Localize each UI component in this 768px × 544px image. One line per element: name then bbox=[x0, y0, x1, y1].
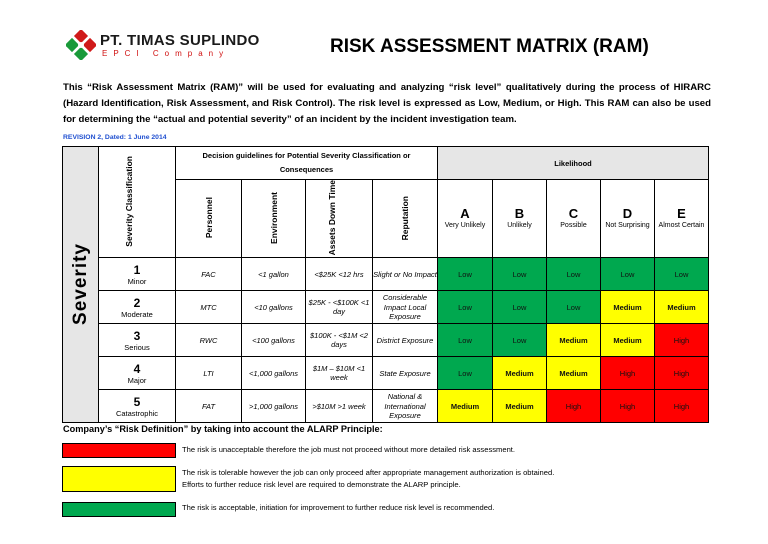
assets-value: $25K - <$100K <1 day bbox=[306, 291, 373, 324]
risk-cell: Low bbox=[601, 258, 655, 291]
likelihood-c: C Possible bbox=[547, 180, 601, 258]
environment-value: <10 gallons bbox=[242, 291, 306, 324]
page-title: RISK ASSESSMENT MATRIX (RAM) bbox=[330, 36, 649, 57]
medium-risk-definition: The risk is tolerable however the job can only proceed after appropriate management authorization is obtained. bbox=[182, 468, 555, 477]
assets-value: >$10M >1 week bbox=[306, 390, 373, 423]
personnel-value: LTI bbox=[176, 357, 242, 390]
low-risk-definition: The risk is acceptable, initiation for improvement to further reduce risk level is recommended. bbox=[182, 503, 495, 512]
risk-cell: High bbox=[655, 390, 709, 423]
environment-value: <1 gallon bbox=[242, 258, 306, 291]
risk-cell: Low bbox=[438, 291, 493, 324]
medium-risk-swatch bbox=[62, 466, 176, 492]
reputation-value: National & International Exposure bbox=[373, 390, 438, 423]
risk-cell: High bbox=[601, 390, 655, 423]
risk-cell: High bbox=[547, 390, 601, 423]
severity-level: 3 Serious bbox=[99, 324, 176, 357]
risk-cell: Medium bbox=[493, 357, 547, 390]
risk-cell: Medium bbox=[655, 291, 709, 324]
risk-cell: Low bbox=[547, 291, 601, 324]
risk-cell: Medium bbox=[493, 390, 547, 423]
likelihood-e: E Almost Certain bbox=[655, 180, 709, 258]
reputation-value: State Exposure bbox=[373, 357, 438, 390]
severity-level: 1 Minor bbox=[99, 258, 176, 291]
risk-definition-title: Company’s “Risk Definition” by taking into account the ALARP Principle: bbox=[63, 424, 383, 434]
assets-value: $1M – $10M <1 week bbox=[306, 357, 373, 390]
table-row bbox=[63, 390, 709, 423]
column-assets-down-time: Assets Down Time bbox=[306, 180, 373, 258]
risk-matrix-table bbox=[62, 146, 709, 423]
company-logo bbox=[66, 30, 96, 60]
table-row bbox=[63, 291, 709, 324]
revision-note: REVISION 2, Dated: 1 June 2014 bbox=[63, 134, 167, 141]
personnel-value: FAT bbox=[176, 390, 242, 423]
assets-value: <$25K <12 hrs bbox=[306, 258, 373, 291]
table-row bbox=[63, 357, 709, 390]
severity-level: 4 Major bbox=[99, 357, 176, 390]
likelihood-header: Likelihood bbox=[438, 147, 709, 180]
risk-cell: Low bbox=[493, 291, 547, 324]
column-personnel: Personnel bbox=[176, 180, 242, 258]
risk-cell: Medium bbox=[547, 357, 601, 390]
risk-cell: Low bbox=[438, 357, 493, 390]
severity-level: 5 Catastrophic bbox=[99, 390, 176, 423]
reputation-value: District Exposure bbox=[373, 324, 438, 357]
decision-guidelines-header: Decision guidelines for Potential Severity Classification or Consequences bbox=[176, 147, 438, 180]
personnel-value: RWC bbox=[176, 324, 242, 357]
company-tagline: EPCI Company bbox=[102, 49, 230, 58]
risk-cell: High bbox=[601, 357, 655, 390]
risk-cell: Low bbox=[438, 324, 493, 357]
risk-cell: Medium bbox=[601, 291, 655, 324]
table-row bbox=[63, 324, 709, 357]
risk-cell: Low bbox=[438, 258, 493, 291]
table-row bbox=[63, 258, 709, 291]
risk-cell: Low bbox=[493, 258, 547, 291]
high-risk-definition: The risk is unacceptable therefore the job must not proceed without more detailed risk assessment. bbox=[182, 445, 516, 454]
likelihood-d: D Not Surprising bbox=[601, 180, 655, 258]
risk-cell: High bbox=[655, 357, 709, 390]
environment-value: >1,000 gallons bbox=[242, 390, 306, 423]
high-risk-swatch bbox=[62, 443, 176, 458]
assets-value: $100K - <$1M <2 days bbox=[306, 324, 373, 357]
risk-cell: Medium bbox=[547, 324, 601, 357]
column-environment: Environment bbox=[242, 180, 306, 258]
severity-axis-label: Severity bbox=[63, 147, 99, 423]
severity-classification-header: Severity Classification bbox=[99, 147, 176, 258]
logo-emblem-icon bbox=[66, 30, 96, 60]
medium-risk-definition-alarp: Efforts to further reduce risk level are required to demonstrate the ALARP principle. bbox=[182, 480, 461, 489]
risk-cell: Low bbox=[655, 258, 709, 291]
environment-value: <1,000 gallons bbox=[242, 357, 306, 390]
severity-level: 2 Moderate bbox=[99, 291, 176, 324]
risk-cell: Medium bbox=[438, 390, 493, 423]
low-risk-swatch bbox=[62, 502, 176, 517]
column-reputation: Reputation bbox=[373, 180, 438, 258]
risk-cell: High bbox=[655, 324, 709, 357]
risk-cell: Low bbox=[493, 324, 547, 357]
reputation-value: Considerable Impact Local Exposure bbox=[373, 291, 438, 324]
personnel-value: MTC bbox=[176, 291, 242, 324]
likelihood-b: B Unlikely bbox=[493, 180, 547, 258]
personnel-value: FAC bbox=[176, 258, 242, 291]
risk-cell: Low bbox=[547, 258, 601, 291]
reputation-value: Slight or No Impact bbox=[373, 258, 438, 291]
risk-cell: Medium bbox=[601, 324, 655, 357]
likelihood-a: A Very Unlikely bbox=[438, 180, 493, 258]
intro-paragraph: This “Risk Assessment Matrix (RAM)” will be used for evaluating and analyzing “risk level” qualitatively during the process of HIRARC (Hazard Identification, Risk Assessment, and Risk Control). The risk level is expressed as Low, Medium, or High. This RAM can also be used for determining the “actual and potential severity” of an incident by the incident investigation team. bbox=[63, 82, 711, 125]
environment-value: <100 gallons bbox=[242, 324, 306, 357]
company-name: PT. TIMAS SUPLINDO bbox=[100, 32, 260, 49]
